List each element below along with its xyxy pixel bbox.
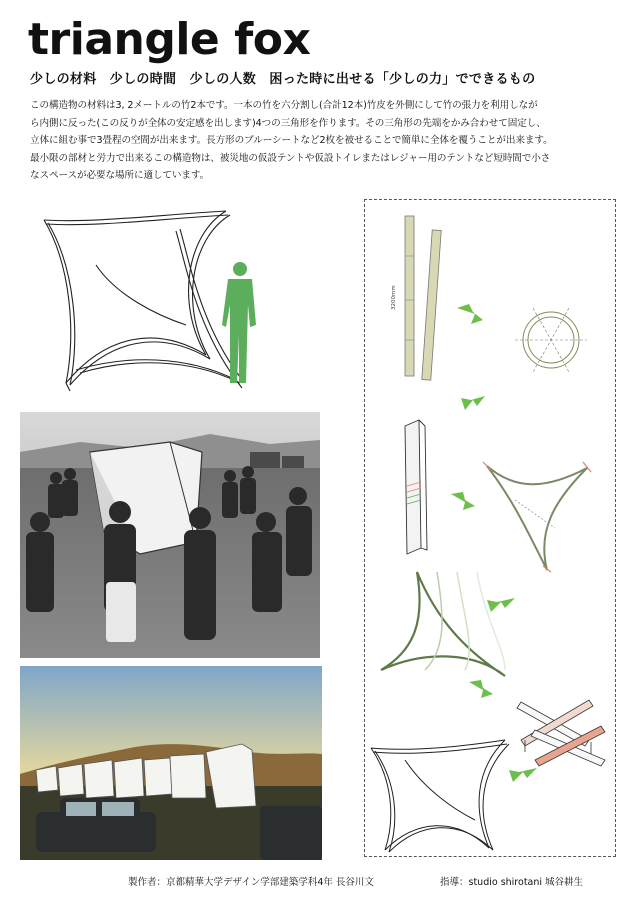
footer-supervisor: 指導：studio shirotani 城谷耕生 xyxy=(440,877,584,888)
triangle-layers-icon xyxy=(381,572,505,676)
human-figure-icon xyxy=(222,262,256,383)
assembly-diagram-panel xyxy=(364,199,616,857)
joint-icon xyxy=(517,700,605,766)
photo-children-tent xyxy=(20,412,320,658)
description-line: ら内側に反った(この反りが全体の安定感を出します)4つの三角形を作ります。その三角形の先端をかみ合わせて固定し、 xyxy=(30,117,546,129)
description-line: この構造物の材料は3, 2メートルの竹2本です。一本の竹を六分割し(合計12本)竹皮を外側にして竹の張力を利用しなが xyxy=(30,100,538,111)
split-bamboo-icon xyxy=(405,420,427,554)
description-text xyxy=(30,97,615,185)
triangle-frame-icon xyxy=(483,462,591,572)
photo-tents-row xyxy=(20,666,322,860)
assembled-frame-icon xyxy=(371,740,509,852)
footer-maker: 製作者：京都精華大学デザイン学部建築学科4年 長谷川文 xyxy=(128,877,374,888)
description-line: 最小限の部材と労力で出来るこの構造物は、被災地の仮設テントや仮設トイレまたはレジャー用のテントなど短時間で小さ xyxy=(30,152,551,164)
cross-section-icon xyxy=(515,308,587,372)
page-title: triangle fox xyxy=(28,14,311,65)
page-subtitle: 少しの材料 少しの時間 少しの人数 困った時に出せる「少しの力」でできるもの xyxy=(30,72,536,87)
description-line: なスペースが必要な場所に適しています。 xyxy=(30,170,210,181)
length-label: 3200mm xyxy=(391,285,397,310)
description-line: 立体に組む事で3畳程の空間が出来ます。長方形のブルーシートなど2枚を被せることで簡単に全体を覆うことが出来ます。 xyxy=(30,135,553,146)
bamboo-pole-icon xyxy=(405,216,441,380)
frame-sketch xyxy=(36,205,276,395)
